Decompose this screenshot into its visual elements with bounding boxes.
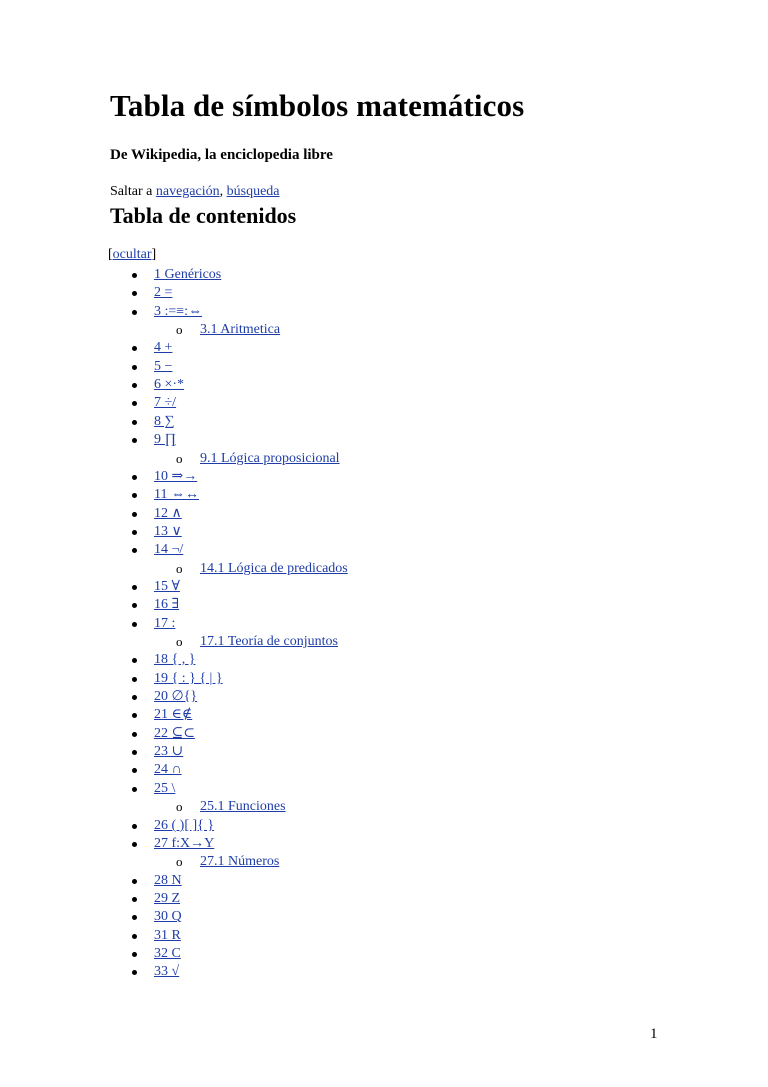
sub-bullet-marker: o [176,561,183,576]
toc-link[interactable]: 21 ∈∉ [154,707,193,722]
bullet-icon [132,291,137,296]
toc-link[interactable]: 31 R [154,928,181,943]
page-subtitle: De Wikipedia, la enciclopedia libre [110,147,333,163]
toc-link[interactable]: 17 : [154,616,176,631]
toc-link[interactable]: 23 ∪ [154,744,184,759]
toc-link[interactable]: 28 N [154,873,182,888]
hide-toc-link[interactable]: ocultar [112,247,152,262]
toc-link[interactable]: 14 ¬/ [154,542,184,557]
sub-bullet-marker: o [176,634,183,649]
bullet-icon [132,658,137,663]
bullet-icon [132,732,137,737]
bullet-icon [132,713,137,718]
page-number: 1 [650,1026,658,1042]
bullet-icon [132,768,137,773]
toc-link[interactable]: 2 = [154,285,173,300]
toc-link[interactable]: 27 f:X→Y [154,836,215,851]
toc-link[interactable]: 25 \ [154,781,176,796]
toc-link[interactable]: 16 ∃ [154,597,180,612]
toc-sublink[interactable]: 27.1 Números [200,854,280,869]
toc-link[interactable]: 10 ⇒→ [154,469,198,484]
bullet-icon [132,897,137,902]
toc-link[interactable]: 19 { : } { | } [154,671,223,686]
bullet-icon [132,603,137,608]
jump-separator: , [219,184,227,199]
toc-link[interactable]: 15 ∀ [154,579,180,594]
toc-toggle-open-bracket: [ [108,247,113,262]
toc-link[interactable]: 18 { , } [154,652,196,667]
toc-sublink[interactable]: 3.1 Aritmetica [200,322,281,337]
bullet-icon [132,842,137,847]
toc-link[interactable]: 29 Z [154,891,181,906]
sub-bullet-marker: o [176,322,183,337]
bullet-icon [132,493,137,498]
jump-prefix: Saltar a [110,184,156,199]
bullet-icon [132,310,137,315]
toc-sublink[interactable]: 14.1 Lógica de predicados [200,561,348,576]
bullet-icon [132,677,137,682]
bullet-icon [132,383,137,388]
toc-link[interactable]: 9 ∏ [154,432,177,447]
navigation-link[interactable]: navegación [155,184,220,199]
jump-links [110,184,280,200]
bullet-icon [132,879,137,884]
toc-link[interactable]: 3 :=≡:⇔ [154,304,203,319]
toc-link[interactable]: 1 Genéricos [154,267,222,282]
bullet-icon [132,970,137,975]
bullet-icon [132,695,137,700]
bullet-icon [132,273,137,278]
toc-sublink[interactable]: 25.1 Funciones [200,799,286,814]
toc-link[interactable]: 22 ⊆⊂ [154,726,195,741]
bullet-icon [132,548,137,553]
toc-sublink[interactable]: 9.1 Lógica proposicional [200,451,340,466]
bullet-icon [132,365,137,370]
page-title: Tabla de símbolos matemáticos [110,88,525,123]
bullet-icon [132,530,137,535]
bullet-icon [132,585,137,590]
toc-sublink[interactable]: 17.1 Teoría de conjuntos [200,634,338,649]
toc-link[interactable]: 30 Q [154,909,182,924]
sub-bullet-marker: o [176,854,183,869]
toc-link[interactable]: 24 ∩ [154,762,182,777]
bullet-icon [132,512,137,517]
toc-link[interactable]: 7 ÷/ [154,395,177,410]
sub-bullet-marker: o [176,799,183,814]
bullet-icon [132,750,137,755]
toc-link[interactable]: 20 ∅{} [154,689,198,704]
toc-link[interactable]: 26 ( )[ ]{ } [154,818,215,833]
bullet-icon [132,934,137,939]
bullet-icon [132,952,137,957]
search-link[interactable]: búsqueda [226,184,280,199]
toc-toggle-close-bracket: ] [151,247,157,262]
toc-link[interactable]: 6 ×·* [154,377,185,392]
bullet-icon [132,346,137,351]
toc-link[interactable]: 8 ∑ [154,414,175,429]
toc-link[interactable]: 33 √ [154,964,180,979]
bullet-icon [132,401,137,406]
toc-link[interactable]: 32 C [154,946,181,961]
bullet-icon [132,915,137,920]
bullet-icon [132,824,137,829]
toc-link[interactable]: 5 − [154,359,173,374]
bullet-icon [132,420,137,425]
toc-toggle [108,247,156,263]
sub-bullet-marker: o [176,451,183,466]
toc-heading: Tabla de contenidos [110,203,297,228]
bullet-icon [132,622,137,627]
toc-link[interactable]: 12 ∧ [154,506,182,521]
bullet-icon [132,787,137,792]
toc-link[interactable]: 11 ⇔↔ [154,487,199,502]
bullet-icon [132,438,137,443]
toc-link[interactable]: 4 + [154,340,173,355]
bullet-icon [132,475,137,480]
toc-link[interactable]: 13 ∨ [154,524,182,539]
